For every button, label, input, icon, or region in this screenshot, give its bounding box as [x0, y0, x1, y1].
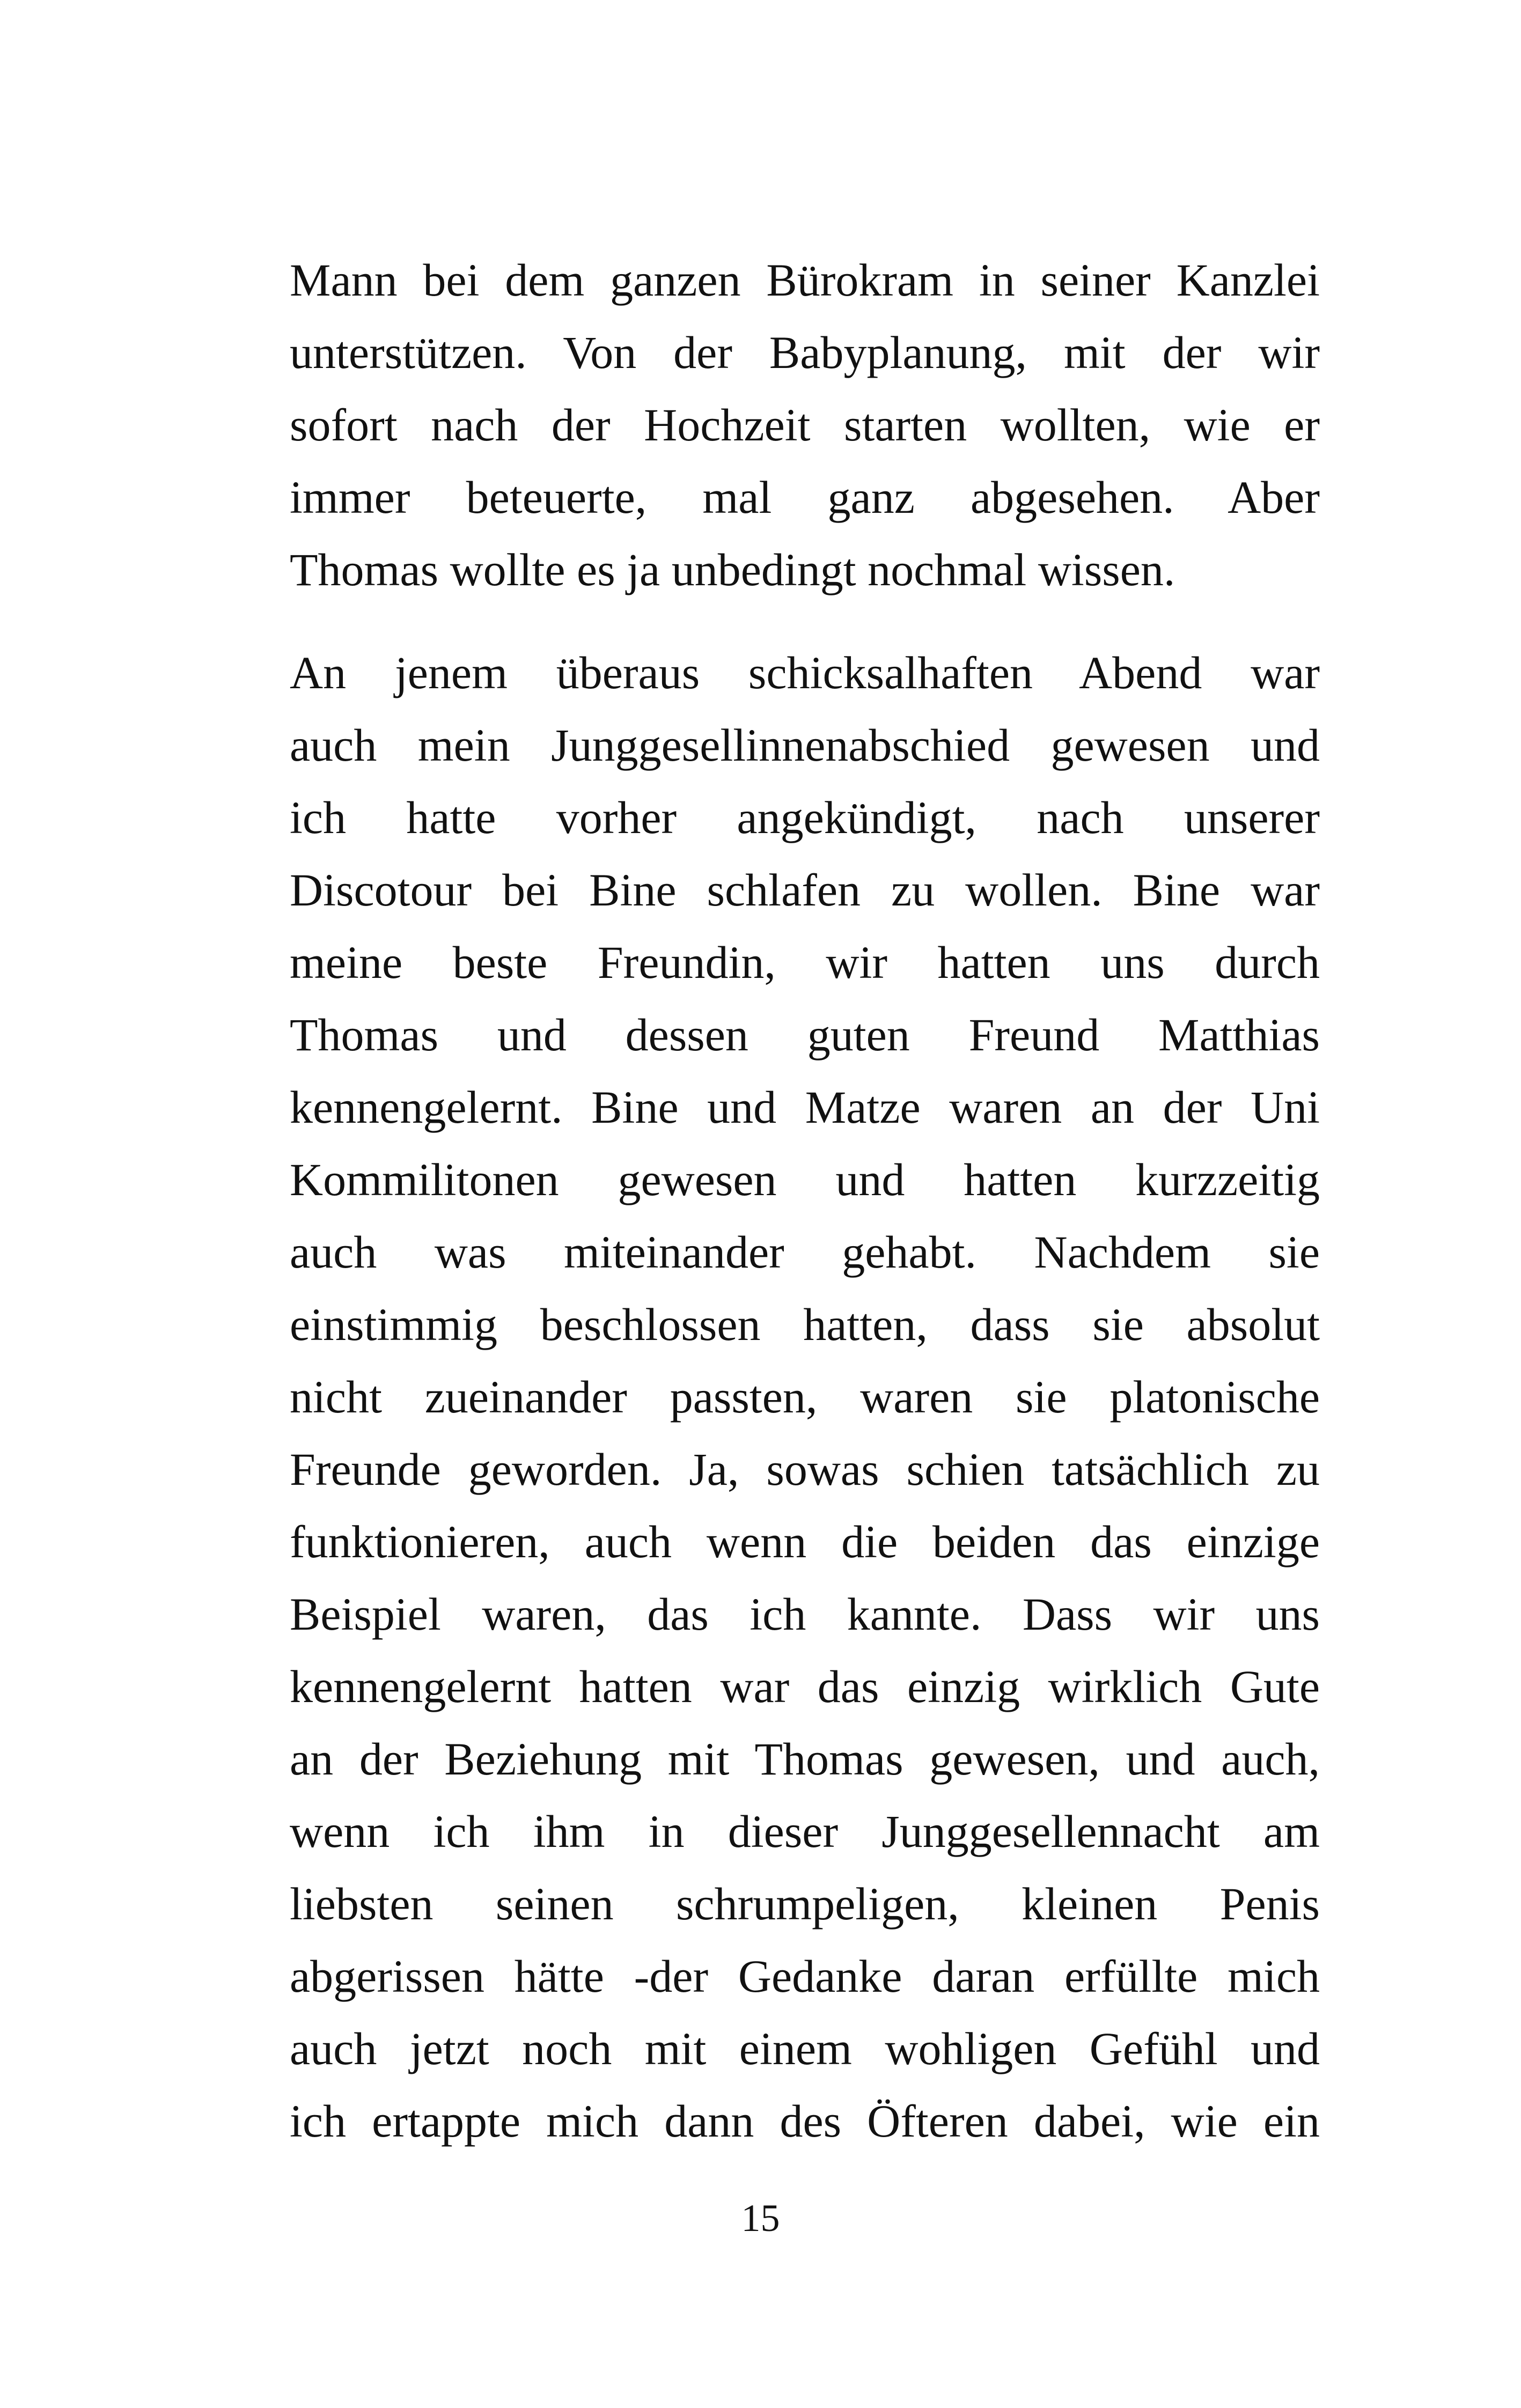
text-line: Thomas und dessen guten Freund Matthias	[290, 1009, 1320, 1061]
paragraph-2	[290, 637, 1320, 2157]
text-line: Kommilitonen gewesen und hatten kurzzeitig	[290, 1154, 1320, 1205]
text-line: ich hatte vorher angekündigt, nach unserer	[290, 792, 1320, 843]
text-line: Discotour bei Bine schlafen zu wollen. Bine war	[290, 864, 1320, 916]
text-line: auch was miteinander gehabt. Nachdem sie	[290, 1226, 1320, 1278]
text-line: Beispiel waren, das ich kannte. Dass wir uns	[290, 1588, 1320, 1640]
text-line: einstimmig beschlossen hatten, dass sie absolut	[290, 1299, 1320, 1350]
text-line: funktionieren, auch wenn die beiden das einzige	[290, 1516, 1320, 1567]
body-text	[290, 244, 1320, 2157]
text-line: unterstützen. Von der Babyplanung, mit der wir	[290, 327, 1320, 378]
text-line: wenn ich ihm in dieser Junggesellennacht am	[290, 1806, 1320, 1857]
text-line: auch mein Junggesellinnenabschied gewesen und	[290, 719, 1320, 771]
text-line: an der Beziehung mit Thomas gewesen, und auch,	[290, 1733, 1320, 1785]
text-line: meine beste Freundin, wir hatten uns durch	[290, 937, 1320, 988]
text-line: kennengelernt. Bine und Matze waren an der Uni	[290, 1081, 1320, 1133]
text-line: An jenem überaus schicksalhaften Abend war	[290, 647, 1320, 698]
text-line: Freunde geworden. Ja, sowas schien tatsächlich zu	[290, 1444, 1320, 1495]
text-line: nicht zueinander passten, waren sie platonische	[290, 1371, 1320, 1423]
text-line: Mann bei dem ganzen Bürokram in seiner Kanzlei	[290, 254, 1320, 306]
text-line: kennengelernt hatten war das einzig wirklich Gute	[290, 1661, 1320, 1712]
text-line: immer beteuerte, mal ganz abgesehen. Aber	[290, 472, 1320, 523]
paragraph-1	[290, 244, 1320, 606]
paragraph-spacer	[290, 606, 1320, 637]
text-line: ich ertappte mich dann des Öfteren dabei, wie ein	[290, 2095, 1320, 2147]
text-line: Thomas wollte es ja unbedingt nochmal wissen.	[290, 544, 1175, 595]
text-line: liebsten seinen schrumpeligen, kleinen Penis	[290, 1878, 1320, 1930]
text-line: sofort nach der Hochzeit starten wollten, wie er	[290, 399, 1320, 451]
text-line: auch jetzt noch mit einem wohligen Gefühl und	[290, 2023, 1320, 2074]
text-line: abgerissen hätte -der Gedanke daran erfüllte mich	[290, 1950, 1320, 2002]
page-number: 15	[741, 2197, 780, 2240]
